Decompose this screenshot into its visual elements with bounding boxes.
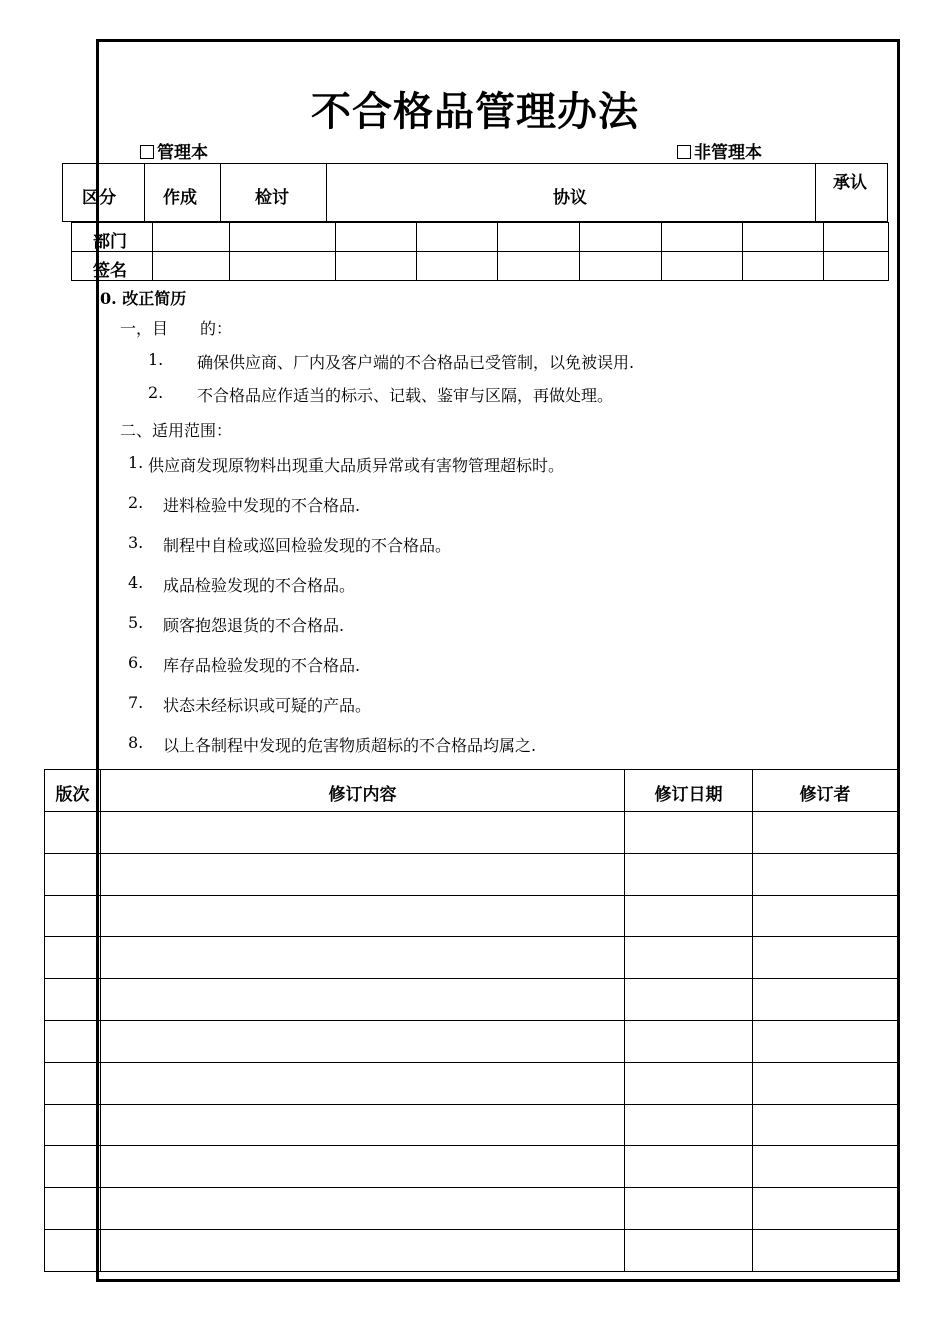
scope-item-text: 顾客抱怨退货的不合格品. — [163, 616, 345, 635]
revision-entry-cell[interactable] — [624, 811, 753, 854]
revision-entry-cell[interactable] — [624, 1187, 753, 1230]
scope-item-number: 1. — [128, 453, 144, 472]
signature-input-cell[interactable] — [335, 251, 417, 281]
signature-input-cell[interactable] — [497, 222, 580, 252]
approval-header-approval: 承认 — [833, 173, 867, 193]
revision-entry-cell[interactable] — [100, 853, 625, 896]
revision-entry-cell[interactable] — [44, 895, 101, 938]
revision-entry-cell[interactable] — [752, 1187, 899, 1230]
signature-input-cell[interactable] — [742, 222, 824, 252]
revision-entry-cell[interactable] — [624, 1104, 753, 1147]
revision-entry-cell[interactable] — [100, 811, 625, 854]
purpose-heading: 一，目 的： — [120, 319, 233, 338]
signature-input-cell[interactable] — [742, 251, 824, 281]
signature-input-cell[interactable] — [497, 251, 580, 281]
revision-header-date: 修订日期 — [654, 785, 723, 805]
purpose-item-text: 确保供应商、厂内及客户端的不合格品已受管制，以免被误用. — [197, 353, 635, 372]
approval-header-author: 作成 — [163, 188, 197, 208]
revision-entry-cell[interactable] — [752, 811, 899, 854]
revision-entry-cell[interactable] — [44, 978, 101, 1021]
revision-entry-cell[interactable] — [100, 895, 625, 938]
scope-item-text: 库存品检验发现的不合格品. — [163, 656, 361, 675]
signature-input-cell[interactable] — [579, 251, 662, 281]
revision-entry-cell[interactable] — [44, 1229, 101, 1272]
scope-item-text: 以上各制程中发现的危害物质超标的不合格品均属之. — [163, 736, 537, 755]
revision-entry-cell[interactable] — [752, 978, 899, 1021]
scope-item-number: 7. — [128, 693, 144, 712]
revision-entry-cell[interactable] — [100, 1229, 625, 1272]
revision-entry-cell[interactable] — [624, 978, 753, 1021]
revision-header-content: 修订内容 — [328, 785, 397, 805]
revision-entry-cell[interactable] — [44, 1020, 101, 1063]
signature-input-cell[interactable] — [661, 251, 743, 281]
purpose-item-text: 不合格品应作适当的标示、记载、鉴审与区隔，再做处理。 — [197, 386, 614, 405]
revision-entry-cell[interactable] — [100, 1145, 625, 1188]
revision-entry-cell[interactable] — [44, 853, 101, 896]
revision-entry-cell[interactable] — [752, 1104, 899, 1147]
signature-input-cell[interactable] — [335, 222, 417, 252]
revision-entry-cell[interactable] — [44, 1062, 101, 1105]
revision-header-version: 版次 — [55, 785, 90, 805]
signature-input-cell[interactable] — [823, 251, 889, 281]
signature-input-cell[interactable] — [416, 222, 498, 252]
revision-entry-cell[interactable] — [752, 853, 899, 896]
copy-type-uncontrolled[interactable]: 非管理本 — [677, 138, 762, 163]
revision-entry-cell[interactable] — [44, 1187, 101, 1230]
revision-entry-cell[interactable] — [752, 1145, 899, 1188]
revision-entry-cell[interactable] — [624, 895, 753, 938]
revision-entry-cell[interactable] — [624, 936, 753, 979]
scope-item-number: 2. — [128, 493, 144, 512]
revision-entry-cell[interactable] — [44, 1104, 101, 1147]
revision-entry-cell[interactable] — [752, 1062, 899, 1105]
signature-input-cell[interactable] — [579, 222, 662, 252]
approval-header-agreement: 协议 — [553, 188, 587, 208]
purpose-item-number: 1. — [148, 350, 164, 369]
signature-input-cell[interactable] — [823, 222, 889, 252]
signature-input-cell[interactable] — [229, 251, 336, 281]
revision-entry-cell[interactable] — [624, 853, 753, 896]
checkbox-icon[interactable] — [677, 145, 691, 159]
revision-entry-cell[interactable] — [100, 1104, 625, 1147]
scope-item-number: 5. — [128, 613, 144, 632]
scope-item-number: 4. — [128, 573, 144, 592]
copy-type-controlled[interactable]: 管理本 — [140, 138, 208, 163]
scope-item-text: 供应商发现原物料出现重大品质异常或有害物管理超标时。 — [148, 456, 565, 475]
revision-entry-cell[interactable] — [752, 936, 899, 979]
revision-entry-cell[interactable] — [624, 1062, 753, 1105]
scope-item-text: 制程中自检或巡回检验发现的不合格品。 — [163, 536, 452, 555]
signature-input-cell[interactable] — [152, 222, 230, 252]
signature-input-cell[interactable] — [229, 222, 336, 252]
revision-entry-cell[interactable] — [100, 978, 625, 1021]
document-title: 不合格品管理办法 — [311, 88, 639, 135]
revision-header-reviser: 修订者 — [799, 785, 851, 805]
revision-entry-cell[interactable] — [44, 811, 101, 854]
signature-input-cell[interactable] — [416, 251, 498, 281]
row-label-signature: 签名 — [93, 261, 127, 281]
checkbox-icon[interactable] — [140, 145, 154, 159]
purpose-item-number: 2. — [148, 383, 164, 402]
revision-entry-cell[interactable] — [100, 1062, 625, 1105]
revision-entry-cell[interactable] — [752, 1229, 899, 1272]
scope-item-number: 8. — [128, 733, 144, 752]
revision-entry-cell[interactable] — [624, 1229, 753, 1272]
revision-entry-cell[interactable] — [624, 1145, 753, 1188]
revision-entry-cell[interactable] — [100, 936, 625, 979]
revision-entry-cell[interactable] — [44, 936, 101, 979]
revision-entry-cell[interactable] — [44, 1145, 101, 1188]
revision-entry-cell[interactable] — [624, 1020, 753, 1063]
signature-input-cell[interactable] — [661, 222, 743, 252]
approval-header-review: 检讨 — [255, 188, 289, 208]
revision-entry-cell[interactable] — [752, 1020, 899, 1063]
revision-entry-cell[interactable] — [100, 1020, 625, 1063]
approval-header-division: 区分 — [82, 188, 116, 208]
signature-input-cell[interactable] — [152, 251, 230, 281]
scope-item-text: 成品检验发现的不合格品。 — [163, 576, 356, 595]
scope-item-number: 6. — [128, 653, 144, 672]
scope-heading: 二、适用范围： — [120, 421, 233, 440]
scope-item-text: 进料检验中发现的不合格品. — [163, 496, 361, 515]
scope-item-text: 状态未经标识或可疑的产品。 — [163, 696, 372, 715]
scope-item-number: 3. — [128, 533, 144, 552]
revision-entry-cell[interactable] — [752, 895, 899, 938]
row-label-department: 部门 — [93, 232, 127, 252]
revision-entry-cell[interactable] — [100, 1187, 625, 1230]
section-revision-history: 0. 改正简历 — [100, 289, 187, 308]
